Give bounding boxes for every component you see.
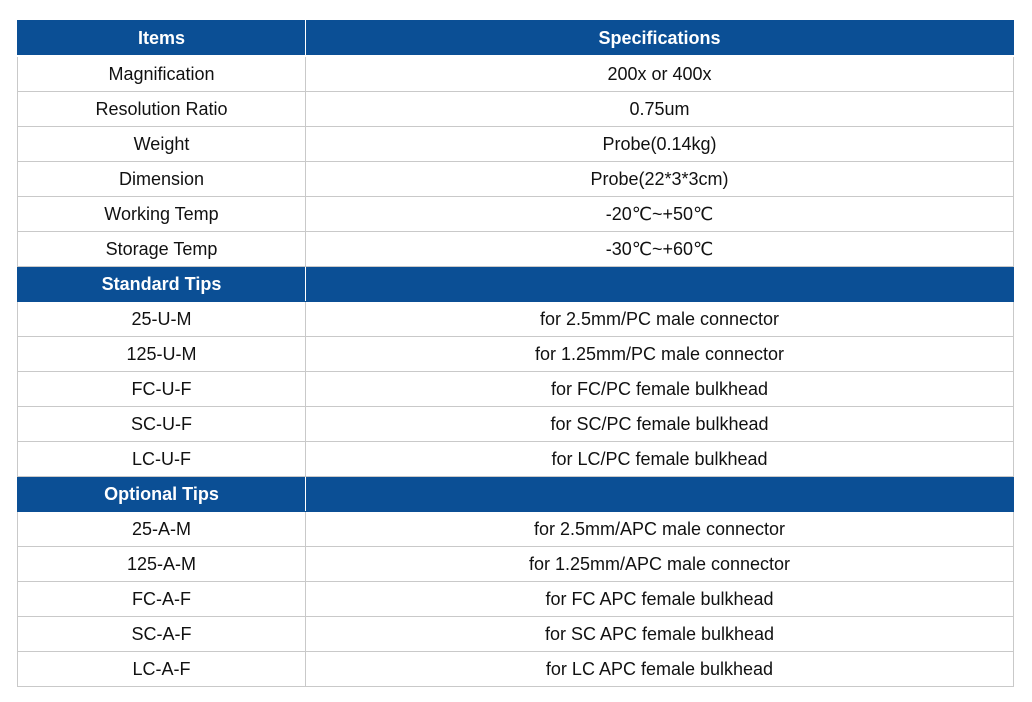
- item-cell: LC-U-F: [18, 442, 306, 477]
- items-column-header: Items: [18, 21, 306, 57]
- value-cell: for SC/PC female bulkhead: [306, 407, 1014, 442]
- item-cell: FC-U-F: [18, 372, 306, 407]
- value-cell: for 1.25mm/APC male connector: [306, 547, 1014, 582]
- item-cell: 25-U-M: [18, 302, 306, 337]
- item-cell: SC-A-F: [18, 617, 306, 652]
- specifications-column-header: Specifications: [306, 21, 1014, 57]
- section-header-standard-tips: [18, 267, 1014, 302]
- section-title: Optional Tips: [18, 477, 306, 512]
- table-row: [18, 337, 1014, 372]
- value-cell: for FC APC female bulkhead: [306, 582, 1014, 617]
- table-row: [18, 442, 1014, 477]
- item-cell: Dimension: [18, 162, 306, 197]
- section-empty-cell: [306, 267, 1014, 302]
- value-cell: -30℃~+60℃: [306, 232, 1014, 267]
- value-cell: Probe(22*3*3cm): [306, 162, 1014, 197]
- item-cell: Storage Temp: [18, 232, 306, 267]
- table-row: [18, 582, 1014, 617]
- item-cell: 125-A-M: [18, 547, 306, 582]
- table-row: [18, 547, 1014, 582]
- table-row: [18, 512, 1014, 547]
- item-cell: LC-A-F: [18, 652, 306, 687]
- table-row: [18, 197, 1014, 232]
- value-cell: for SC APC female bulkhead: [306, 617, 1014, 652]
- item-cell: 125-U-M: [18, 337, 306, 372]
- table-row: [18, 56, 1014, 92]
- item-cell: SC-U-F: [18, 407, 306, 442]
- table-header-row: [18, 21, 1014, 57]
- section-empty-cell: [306, 477, 1014, 512]
- section-header-optional-tips: [18, 477, 1014, 512]
- table-row: [18, 372, 1014, 407]
- value-cell: -20℃~+50℃: [306, 197, 1014, 232]
- section-title: Standard Tips: [18, 267, 306, 302]
- item-cell: Resolution Ratio: [18, 92, 306, 127]
- table-row: [18, 407, 1014, 442]
- item-cell: Working Temp: [18, 197, 306, 232]
- value-cell: Probe(0.14kg): [306, 127, 1014, 162]
- table-row: [18, 302, 1014, 337]
- value-cell: for 2.5mm/PC male connector: [306, 302, 1014, 337]
- item-cell: 25-A-M: [18, 512, 306, 547]
- value-cell: for FC/PC female bulkhead: [306, 372, 1014, 407]
- table-row: [18, 127, 1014, 162]
- value-cell: for 1.25mm/PC male connector: [306, 337, 1014, 372]
- table-row: [18, 232, 1014, 267]
- item-cell: Magnification: [18, 56, 306, 92]
- value-cell: for 2.5mm/APC male connector: [306, 512, 1014, 547]
- value-cell: 0.75um: [306, 92, 1014, 127]
- value-cell: 200x or 400x: [306, 56, 1014, 92]
- table-row: [18, 652, 1014, 687]
- specifications-table: [17, 20, 1014, 687]
- table-row: [18, 162, 1014, 197]
- item-cell: FC-A-F: [18, 582, 306, 617]
- table-row: [18, 92, 1014, 127]
- item-cell: Weight: [18, 127, 306, 162]
- value-cell: for LC/PC female bulkhead: [306, 442, 1014, 477]
- value-cell: for LC APC female bulkhead: [306, 652, 1014, 687]
- table-row: [18, 617, 1014, 652]
